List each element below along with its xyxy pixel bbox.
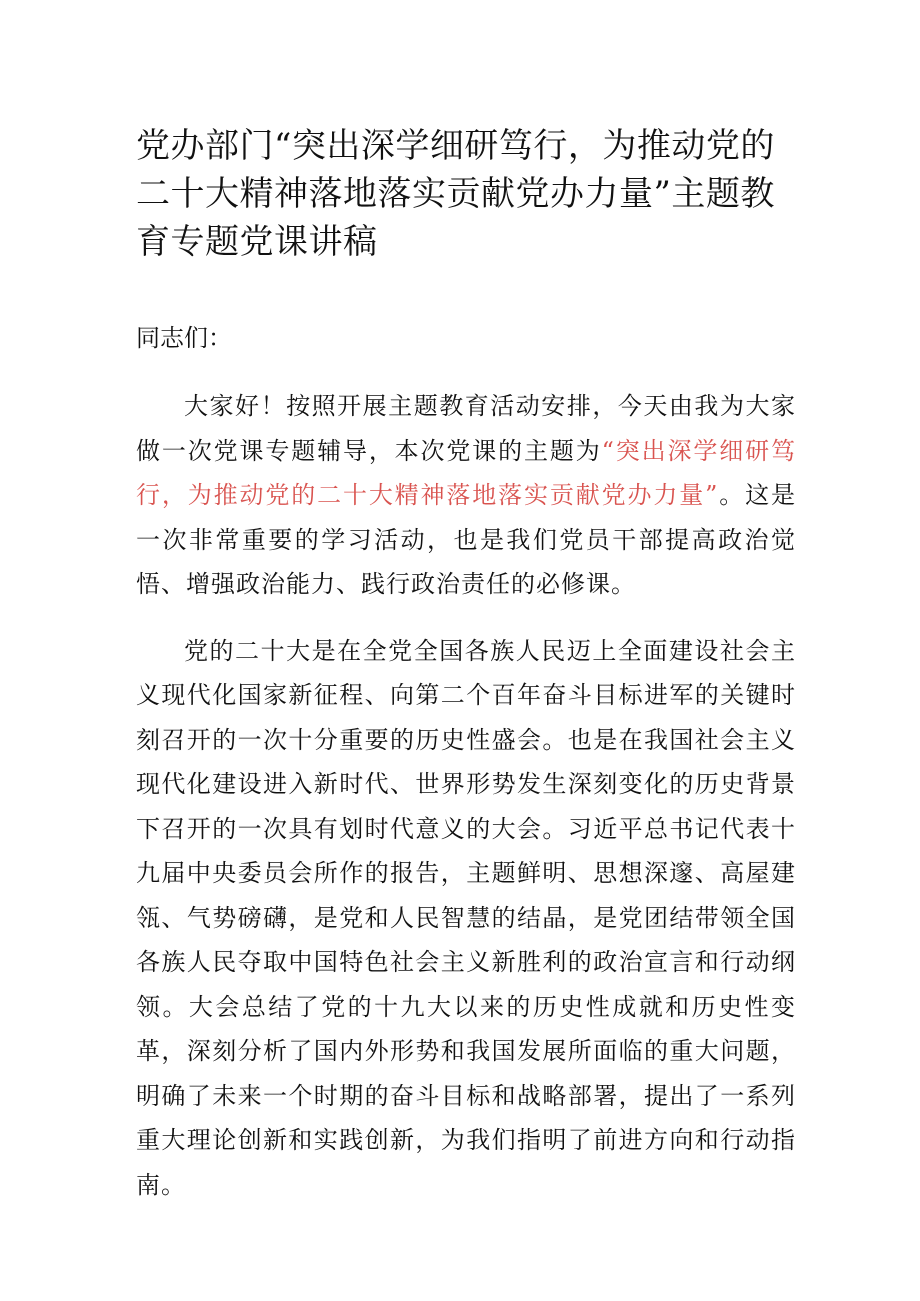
paragraph-intro bbox=[136, 384, 796, 607]
paragraph-congress: 党的二十大是在全党全国各族人民迈上全面建设社会主义现代化国家新征程、向第二个百年奋斗目标进军的关键时刻召开的一次十分重要的历史性盛会。也是在我国社会主义现代化建设进入新时代、世界形势发生深刻变化的历史背景下召开的一次具有划时代意义的大会。习近平总书记代表十九届中央委员会所作的报告，主题鲜明、思想深邃、高屋建瓴、气势磅礴，是党和人民智慧的结晶，是党团结带领全国各族人民夺取中国特色社会主义新胜利的政治宣言和行动纲领。大会总结了党的十九大以来的历史性成就和历史性变革，深刻分析了国内外形势和我国发展所面临的重大问题，明确了未来一个时期的奋斗目标和战略部署，提出了一系列重大理论创新和实践创新，为我们指明了前进方向和行动指南。 bbox=[136, 636, 796, 1199]
paragraph-intro-text: 大家好！按照开展主题教育活动安排，今天由我为大家做一次党课专题辅导，本次党课的主题为 bbox=[136, 392, 796, 465]
salutation: 同志们： bbox=[136, 324, 232, 352]
document-body bbox=[136, 122, 796, 1207]
document-title: 党办部门“突出深学细研笃行，为推动党的二十大精神落地落实贡献党办力量”主题教育专题党课讲稿 bbox=[136, 126, 775, 262]
paragraph-intro-text-end: 。这是一次非常重要的学习活动，也是我们党员干部提高政治觉悟、增强政治能力、践行政治责任的必修课。 bbox=[136, 481, 796, 598]
theme-highlight: “突出深学细研笃行，为推动党的二十大精神落地落实贡献党办力量” bbox=[136, 436, 796, 509]
